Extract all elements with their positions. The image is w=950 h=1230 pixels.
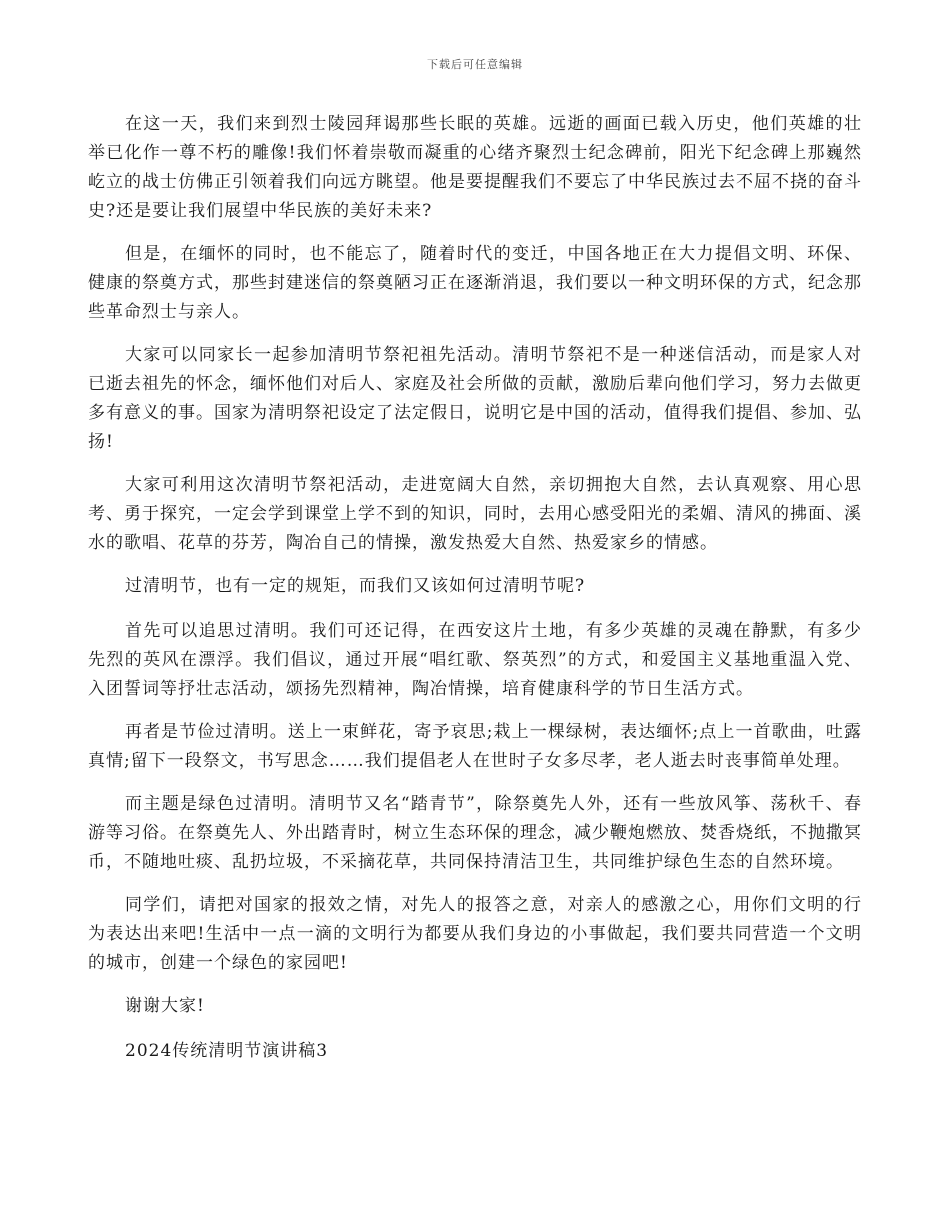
paragraph-embrace-nature: 大家可利用这次清明节祭祀活动，走进宽阔大自然，亲切拥抱大自然，去认真观察、用心思考、勇于探究，一定会学到课堂上学不到的知识，同时，去用心感受阳光的柔媚、清风的拂面、溪水的歌唱、花草的芬芳，陶冶自己的情操，激发热爱大自然、热爱家乡的情感。 xyxy=(88,475,862,553)
paragraph-ancestor-worship: 大家可以同家长一起参加清明节祭祀祖先活动。清明节祭祀不是一种迷信活动，而是家人对已逝去祖先的怀念，缅怀他们对后人、家庭及社会所做的贡献，激励后辈向他们学习，努力去做更多有意义的事。国家为清明祭祀设定了法定假日，说明它是中国的活动，值得我们提倡、参加、弘扬! xyxy=(88,345,862,452)
section-title-speech-3: 2024传统清明节演讲稿3 xyxy=(125,1041,329,1061)
document-body xyxy=(88,110,862,1066)
paragraph-visit-martyrs-cemetery: 在这一天，我们来到烈士陵园拜谒那些长眠的英雄。远逝的画面已载入历史，他们英雄的壮举已化作一尊不朽的雕像!我们怀着崇敬而凝重的心绪齐聚烈士纪念碑前，阳光下纪念碑上那巍然屹立的战士仿佛正引领着我们向远方眺望。他是要提醒我们不要忘了中华民族过去不屈不挠的奋斗史?还是要让我们展望中华民族的美好未来? xyxy=(88,114,862,221)
paragraph-civilized-memorial: 但是，在缅怀的同时，也不能忘了，随着时代的变迁，中国各地正在大力提倡文明、环保、健康的祭奠方式，那些封建迷信的祭奠陋习正在逐渐消退，我们要以一种文明环保的方式，纪念那些革命烈士与亲人。 xyxy=(88,244,862,322)
paragraph-green-qingming: 而主题是绿色过清明。清明节又名“踏青节”，除祭奠先人外，还有一些放风筝、荡秋千、春游等习俗。在祭奠先人、外出踏青时，树立生态环保的理念，减少鞭炮燃放、焚香烧纸，不抛撒冥币，不随地吐痰、乱扔垃圾，不采摘花草，共同保持清洁卫生，共同维护绿色生态的自然环境。 xyxy=(88,794,862,872)
paragraph-how-to-celebrate: 过清明节，也有一定的规矩，而我们又该如何过清明节呢? xyxy=(125,576,586,596)
paragraph-call-to-action: 同学们，请把对国家的报效之情，对先人的报答之意，对亲人的感激之心，用你们文明的行为表达出来吧!生活中一点一滴的文明行为都要从我们身边的小事做起，我们要共同营造一个文明的城市，创建一个绿色的家园吧! xyxy=(88,895,862,973)
paragraph-remembrance: 首先可以追思过清明。我们可还记得，在西安这片土地，有多少英雄的灵魂在静默，有多少先烈的英风在漂浮。我们倡议，通过开展“唱红歌、祭英烈”的方式，和爱国主义基地重温入党、入团誓词等抒壮志活动，颂扬先烈精神，陶冶情操，培育健康科学的节日生活方式。 xyxy=(88,621,862,699)
paragraph-thanks: 谢谢大家! xyxy=(125,996,205,1016)
paragraph-frugality: 再者是节俭过清明。送上一束鲜花，寄予哀思;栽上一棵绿树，表达缅怀;点上一首歌曲，吐露真情;留下一段祭文，书写思念……我们提倡老人在世时子女多尽孝，老人逝去时丧事简单处理。 xyxy=(88,722,862,771)
page-header-note: 下载后可任意编辑 xyxy=(427,58,523,71)
